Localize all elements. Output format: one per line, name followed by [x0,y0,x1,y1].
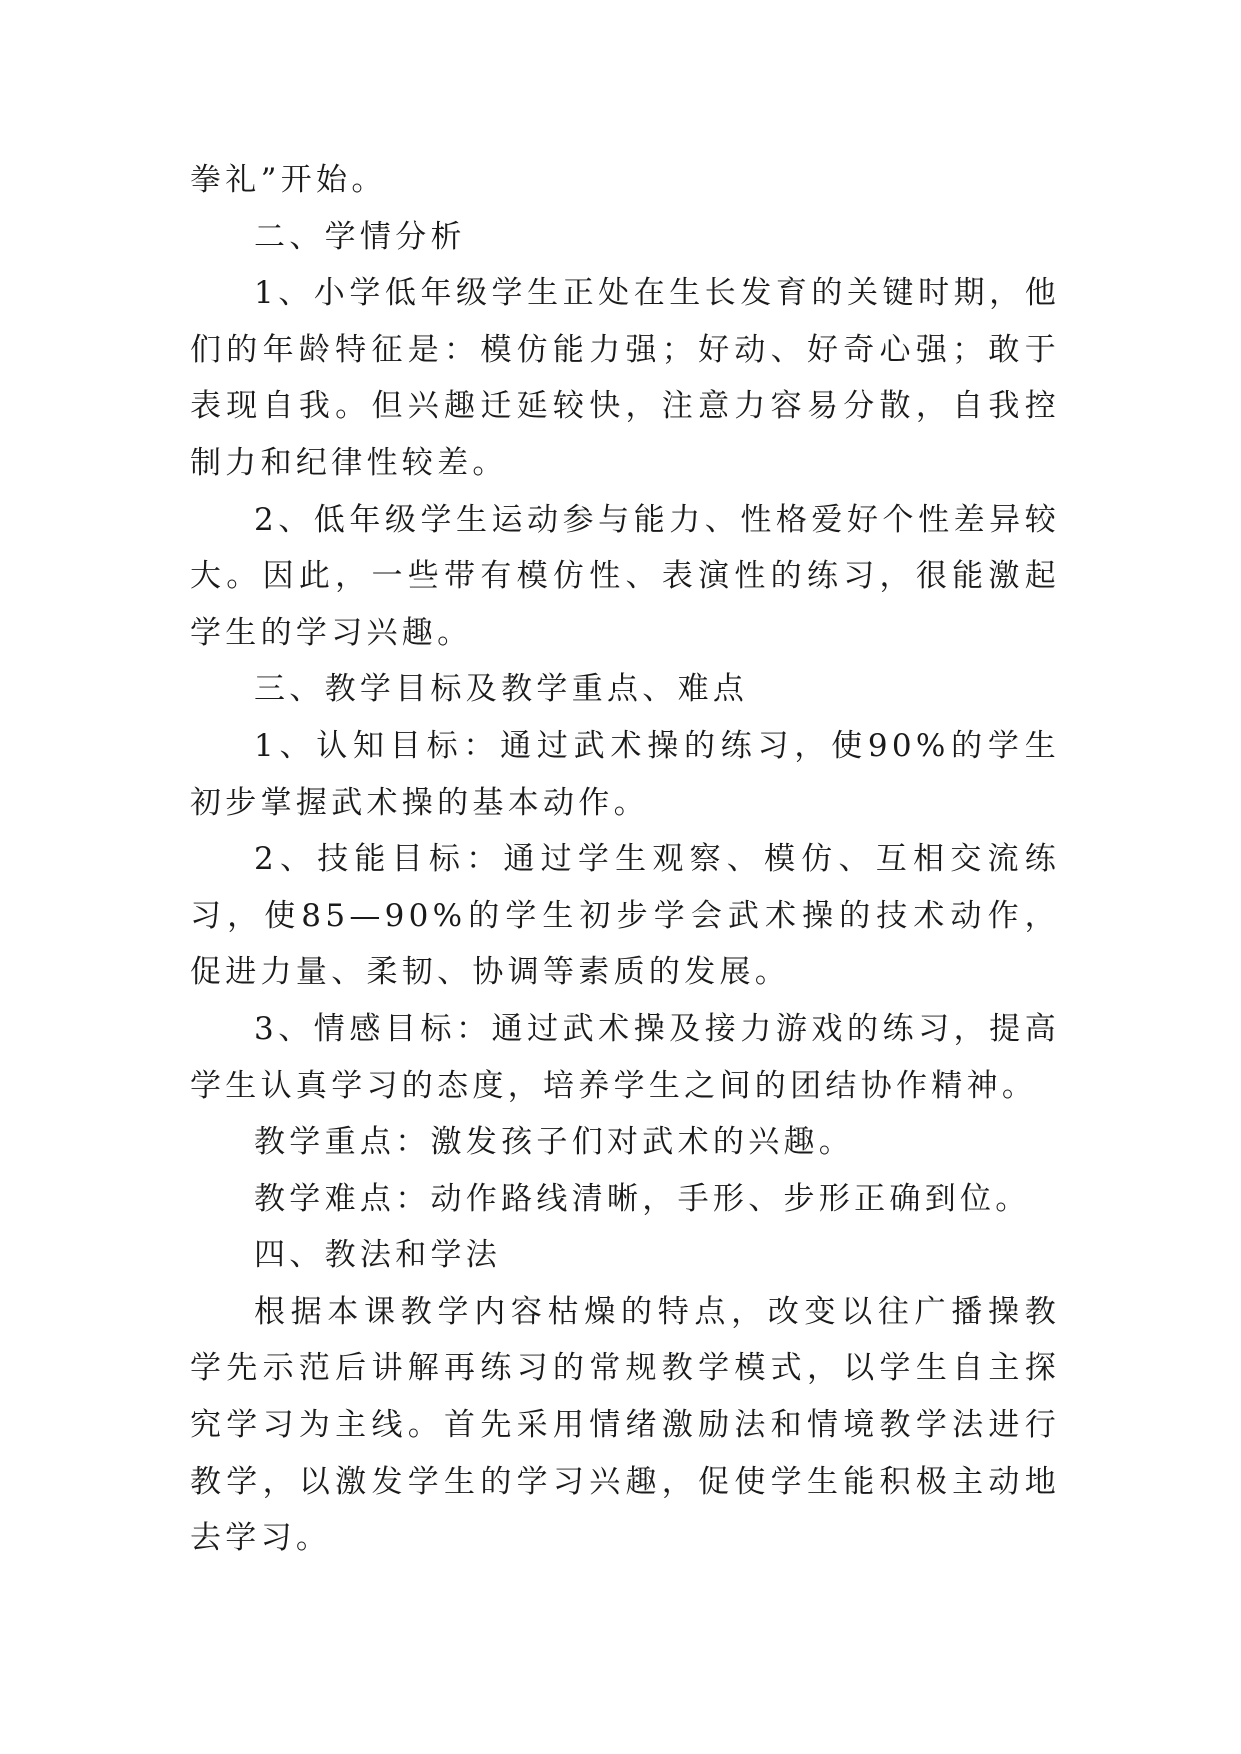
paragraph-skill-goal: 2、技能目标：通过学生观察、模仿、互相交流练习，使85—90%的学生初步学会武术操的技术动作，促进力量、柔韧、协调等素质的发展。 [190,841,1060,991]
paragraph-teaching-difficulty: 教学难点：动作路线清晰，手形、步形正确到位。 [254,1180,1031,1217]
paragraph-teaching-focus: 教学重点：激发孩子们对武术的兴趣。 [254,1124,855,1161]
section-heading-teaching-goals: 三、教学目标及教学重点、难点 [254,671,749,708]
section-heading-student-analysis: 二、学情分析 [254,218,466,255]
document-body [190,152,1060,1567]
paragraph-emotional-goal: 3、情感目标：通过武术操及接力游戏的练习，提高学生认真学习的态度，培养学生之间的团结协作精神。 [190,1010,1060,1104]
paragraph-methods: 根据本课教学内容枯燥的特点，改变以往广播操教学先示范后讲解再练习的常规教学模式，以学生自主探究学习为主线。首先采用情绪激励法和情境教学法进行教学，以激发学生的学习兴趣，促使学生能积极主动地去学习。 [190,1293,1060,1557]
paragraph-continuation: 拳礼”开始。 [190,162,387,198]
paragraph-student-analysis-2: 2、低年级学生运动参与能力、性格爱好个性差异较大。因此，一些带有模仿性、表演性的练习，很能激起学生的学习兴趣。 [190,501,1060,651]
paragraph-student-analysis-1: 1、小学低年级学生正处在生长发育的关键时期，他们的年龄特征是：模仿能力强；好动、好奇心强；敢于表现自我。但兴趣迁延较快，注意力容易分散，自我控制力和纪律性较差。 [190,275,1060,481]
paragraph-cognitive-goal: 1、认知目标：通过武术操的练习，使90%的学生初步掌握武术操的基本动作。 [190,727,1060,821]
section-heading-methods: 四、教法和学法 [254,1237,502,1274]
